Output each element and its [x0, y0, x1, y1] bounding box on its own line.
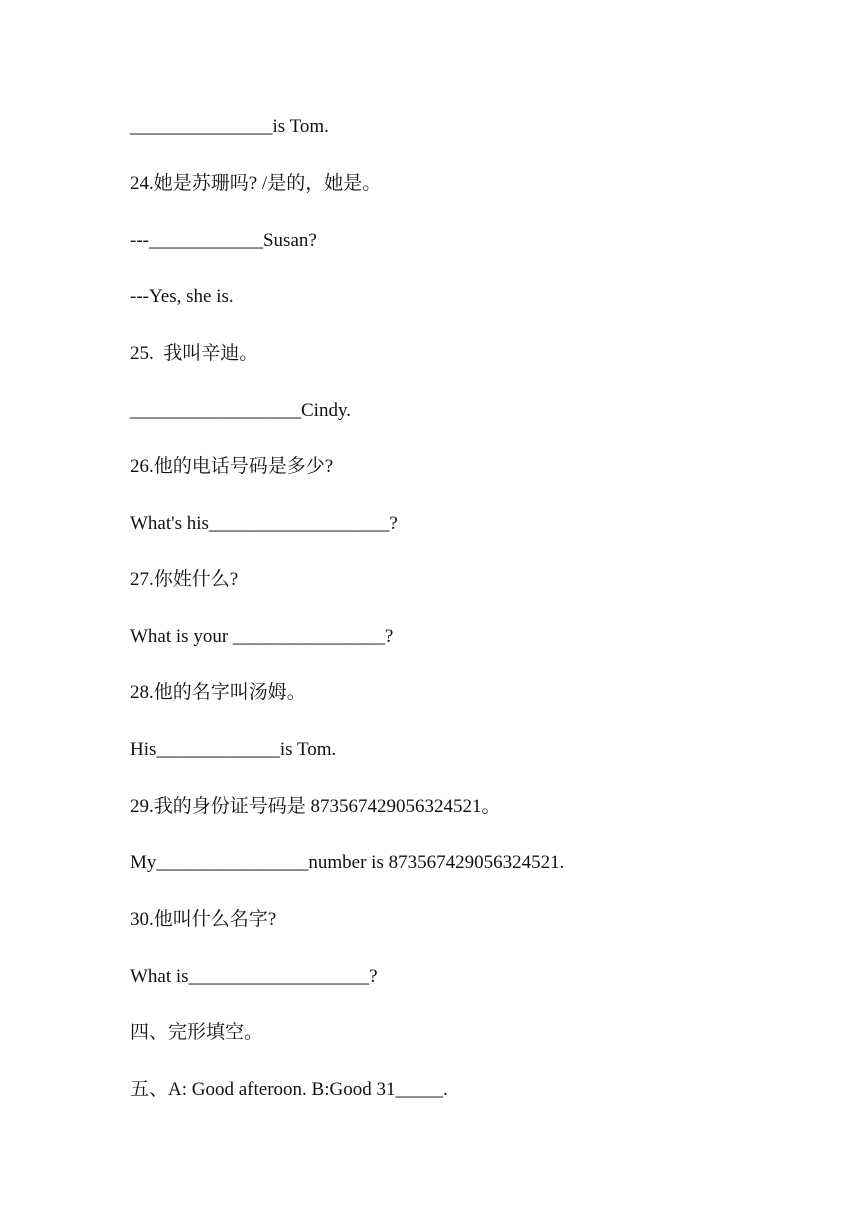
answer-line-24b: ---Yes, she is. [130, 286, 234, 307]
answer-line-27: What is your ________________? [130, 626, 394, 647]
answer-line-26: What's his___________________? [130, 513, 398, 534]
answer-line-24a: ---____________Susan? [130, 230, 317, 251]
section-heading-5: 五、A: Good afteroon. B:Good 31_____. [130, 1079, 448, 1100]
question-27: 27.你姓什么? [130, 569, 239, 590]
question-29: 29.我的身份证号码是 873567429056324521。 [130, 796, 501, 817]
question-24: 24.她是苏珊吗? /是的，她是。 [130, 173, 382, 194]
answer-line-25: __________________Cindy. [130, 400, 351, 421]
question-25: 25. 我叫辛迪。 [130, 343, 259, 364]
question-28: 28.他的名字叫汤姆。 [130, 682, 306, 703]
answer-line-28: His_____________is Tom. [130, 739, 337, 760]
section-heading-4: 四、完形填空。 [130, 1022, 264, 1043]
question-30: 30.他叫什么名字? [130, 909, 277, 930]
answer-line-29: My________________number is 873567429056324521. [130, 852, 565, 873]
answer-line-23: _______________is Tom. [130, 116, 329, 137]
question-26: 26.他的电话号码是多少? [130, 456, 334, 477]
answer-line-30: What is___________________? [130, 966, 378, 987]
